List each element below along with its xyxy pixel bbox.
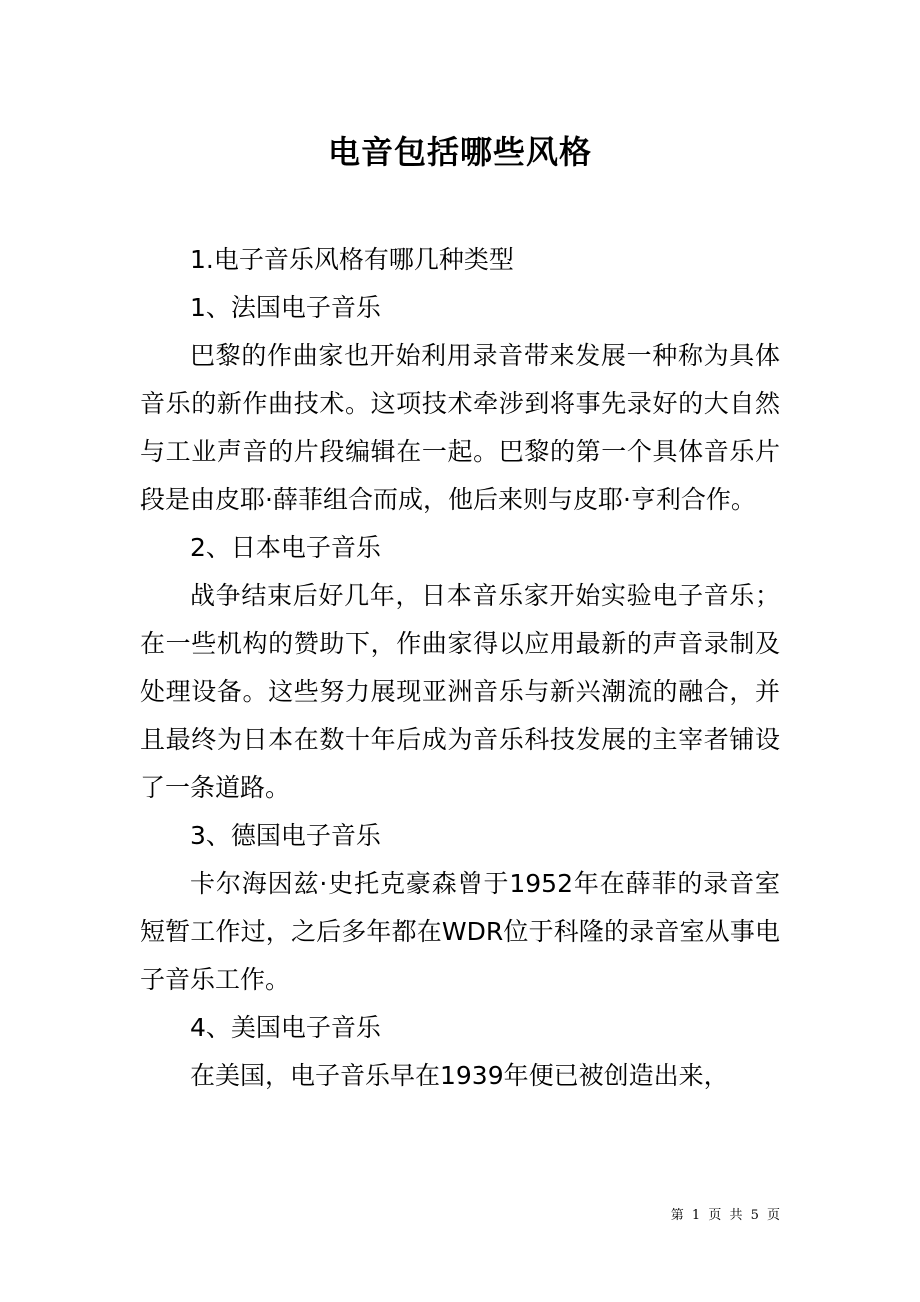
paragraph-heading: 1.电子音乐风格有哪几种类型 (190, 245, 514, 274)
document-title: 电音包括哪些风格 (327, 133, 592, 171)
paragraph-germany: 卡尔海因兹·史托克豪森曾于1952年在薛菲的录音室短暂工作过，之后多年都在WDR位于科隆的录音室从事电子音乐工作。 (140, 869, 780, 994)
paragraph-japan: 战争结束后好几年，日本音乐家开始实验电子音乐；在一些机构的赞助下，作曲家得以应用最新的声音录制及处理设备。这些努力展现亚洲音乐与新兴潮流的融合，并且最终为日本在数十年后成为音乐科技发展的主宰者铺设了一条道路。 (140, 581, 780, 802)
section-heading-japan: 2、日本电子音乐 (190, 533, 381, 562)
section-heading-germany: 3、德国电子音乐 (190, 821, 381, 850)
page-number-footer: 第 1 页 共 5 页 (670, 1208, 780, 1223)
section-heading-france: 1、法国电子音乐 (190, 293, 381, 322)
section-heading-usa: 4、美国电子音乐 (190, 1013, 381, 1042)
paragraph-usa: 在美国，电子音乐早在1939年便已被创造出来， (190, 1061, 729, 1090)
document-body (140, 236, 780, 1100)
paragraph-france: 巴黎的作曲家也开始利用录音带来发展一种称为具体音乐的新作曲技术。这项技术牵涉到将事先录好的大自然与工业声音的片段编辑在一起。巴黎的第一个具体音乐片段是由皮耶·薛菲组合而成，他后来则与皮耶·亨利合作。 (140, 341, 780, 514)
